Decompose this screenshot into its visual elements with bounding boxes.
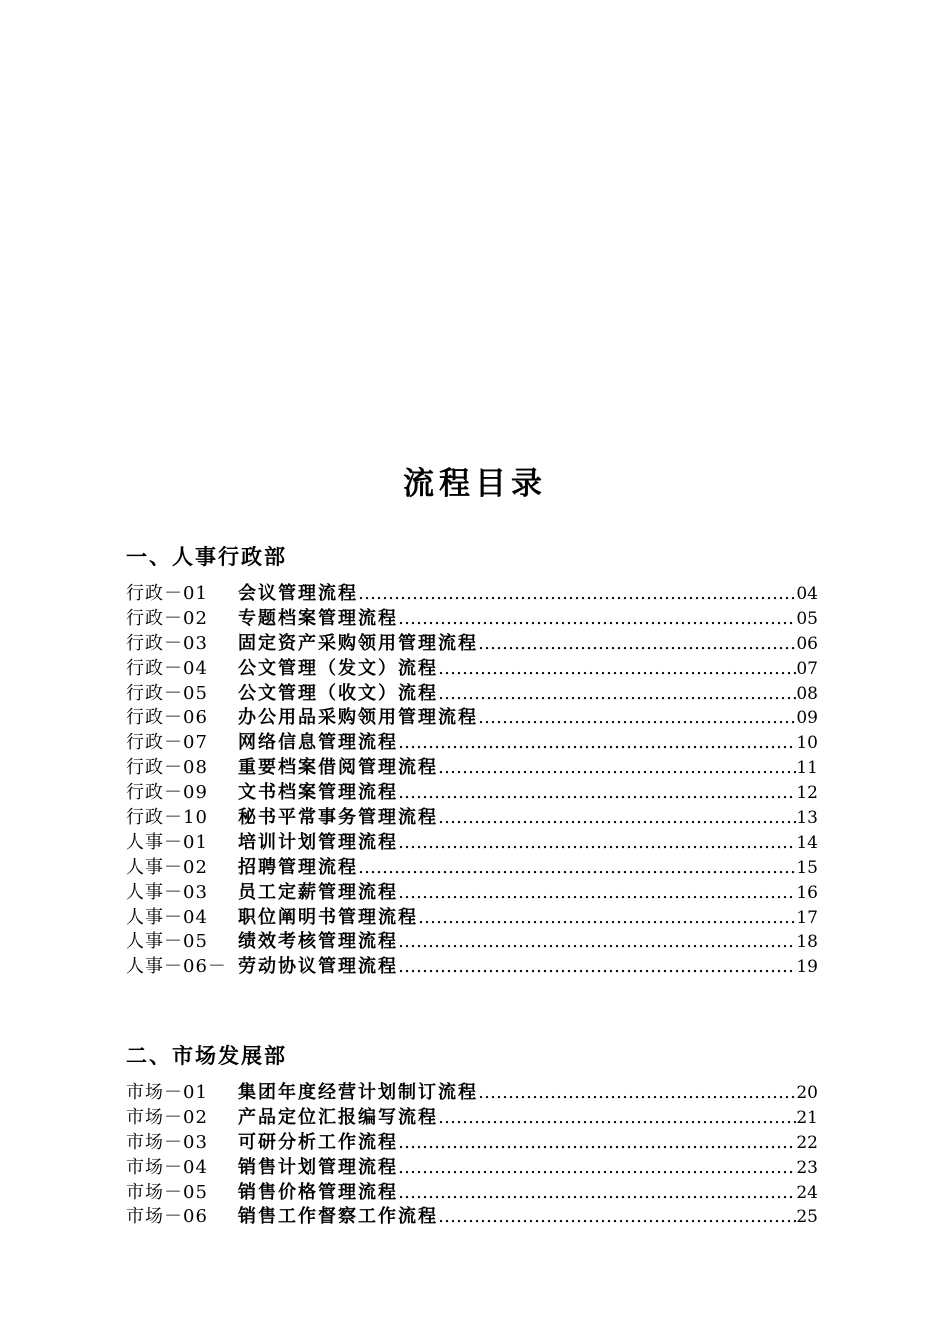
toc-page-number: 13: [796, 808, 818, 828]
toc-page-number: 17: [796, 907, 818, 928]
toc-code: 人事－01: [126, 831, 208, 853]
toc-title: 固定资产采购领用管理流程: [238, 632, 478, 654]
dot-leader: [398, 731, 796, 756]
toc-list: [126, 1081, 818, 1230]
dot-leader: [438, 806, 796, 831]
toc-entry[interactable]: [126, 856, 818, 881]
toc-entry[interactable]: [126, 781, 818, 806]
toc-page-number: 24: [796, 1182, 818, 1203]
toc-title: 可研分析工作流程: [238, 1131, 398, 1153]
toc-entry[interactable]: [126, 1205, 818, 1230]
toc-page-number: 15: [796, 857, 818, 878]
toc-entry[interactable]: [126, 1106, 818, 1131]
toc-entry[interactable]: [126, 1181, 818, 1206]
dot-leader: [358, 582, 796, 607]
page-title: 流程目录: [403, 466, 547, 502]
toc-entry[interactable]: [126, 881, 818, 906]
toc-title: 秘书平常事务管理流程: [238, 807, 438, 828]
toc-page-number: 22: [796, 1132, 818, 1153]
toc-code: 人事－03: [126, 881, 208, 903]
toc-entry[interactable]: [126, 657, 818, 682]
dot-leader: [398, 607, 796, 632]
toc-code: 行政－01: [126, 582, 208, 604]
toc-page-number: 25: [796, 1207, 818, 1228]
toc-entry[interactable]: [126, 632, 818, 657]
toc-page-number: 18: [796, 932, 818, 953]
toc-code: 人事－05: [126, 931, 208, 953]
toc-title: 文书档案管理流程: [238, 782, 398, 804]
toc-code: 行政－09: [126, 782, 208, 804]
dot-leader: [398, 1156, 796, 1181]
toc-code: 市场－03: [126, 1131, 208, 1153]
dot-leader: [398, 955, 796, 980]
toc-title: 招聘管理流程: [238, 856, 358, 878]
toc-entry[interactable]: [126, 706, 818, 731]
dot-leader: [438, 657, 796, 682]
toc-page-number: 09: [796, 708, 818, 729]
toc-code: 人事－02: [126, 856, 208, 878]
toc-title: 职位阐明书管理流程: [238, 906, 418, 928]
toc-entry[interactable]: [126, 607, 818, 632]
toc-title: 专题档案管理流程: [238, 607, 398, 629]
toc-page-number: 05: [796, 608, 818, 629]
toc-page-number: 23: [796, 1157, 818, 1178]
toc-title: 公文管理（收文）流程: [238, 682, 438, 704]
toc-title: 销售工作督察工作流程: [238, 1206, 438, 1228]
toc-title: 绩效考核管理流程: [238, 931, 398, 953]
dot-leader: [358, 856, 796, 881]
toc-page-number: 21: [796, 1107, 818, 1128]
toc-code: 行政－02: [126, 607, 208, 629]
toc-title: 劳动协议管理流程: [238, 956, 398, 978]
dot-leader: [398, 781, 796, 806]
dot-leader: [398, 1131, 796, 1156]
toc-entry[interactable]: [126, 1156, 818, 1181]
toc-code: 市场－05: [126, 1181, 208, 1203]
toc-list: [126, 582, 818, 980]
toc-title: 公文管理（发文）流程: [238, 657, 438, 679]
toc-code: 行政－07: [126, 732, 208, 754]
dot-leader: [438, 682, 796, 707]
toc-code: 行政－05: [126, 682, 208, 704]
toc-title: 办公用品采购领用管理流程: [238, 707, 478, 729]
toc-entry[interactable]: [126, 1081, 818, 1106]
toc-code: 行政－06: [126, 707, 208, 729]
dot-leader: [478, 632, 796, 657]
toc-title: 网络信息管理流程: [238, 732, 398, 754]
toc-title: 重要档案借阅管理流程: [238, 757, 438, 779]
section-heading: 二、市场发展部: [126, 1043, 287, 1068]
toc-code: 行政－04: [126, 657, 208, 679]
toc-entry[interactable]: [126, 682, 818, 707]
dot-leader: [438, 756, 796, 781]
toc-code: 行政－08: [126, 757, 208, 779]
toc-entry[interactable]: [126, 806, 818, 831]
toc-entry[interactable]: [126, 582, 818, 607]
toc-entry[interactable]: [126, 906, 818, 931]
toc-code: 市场－06: [126, 1206, 208, 1228]
toc-code: 市场－04: [126, 1156, 208, 1178]
toc-page-number: 06: [796, 633, 818, 654]
toc-title: 员工定薪管理流程: [238, 881, 398, 903]
toc-title: 会议管理流程: [238, 582, 358, 604]
toc-page-number: 12: [796, 783, 818, 804]
toc-page-number: 11: [796, 758, 818, 779]
toc-code: 行政－10: [126, 807, 208, 828]
dot-leader: [398, 881, 796, 906]
toc-page-number: 04: [796, 583, 818, 604]
toc-code: 行政－03: [126, 632, 208, 654]
toc-title: 培训计划管理流程: [238, 831, 398, 853]
toc-entry[interactable]: [126, 955, 818, 980]
toc-page-number: 08: [796, 683, 818, 704]
toc-page-number: 16: [796, 882, 818, 903]
toc-page-number: 19: [796, 957, 818, 978]
toc-page-number: 20: [796, 1082, 818, 1103]
toc-section-marketing: [126, 1041, 818, 1230]
dot-leader: [438, 1106, 796, 1131]
toc-entry[interactable]: [126, 930, 818, 955]
toc-code: 市场－02: [126, 1106, 208, 1128]
toc-page-number: 14: [796, 832, 818, 853]
toc-entry[interactable]: [126, 831, 818, 856]
toc-entry[interactable]: [126, 731, 818, 756]
toc-title: 集团年度经营计划制订流程: [238, 1081, 478, 1103]
toc-title: 销售价格管理流程: [238, 1181, 398, 1203]
dot-leader: [478, 706, 796, 731]
dot-leader: [398, 1181, 796, 1206]
section-heading: 一、人事行政部: [126, 544, 287, 569]
toc-page-number: 10: [796, 733, 818, 754]
toc-entry[interactable]: [126, 1131, 818, 1156]
dot-leader: [398, 930, 796, 955]
toc-title: 销售计划管理流程: [238, 1156, 398, 1178]
toc-code: 人事－06－: [126, 956, 227, 978]
dot-leader: [438, 1205, 796, 1230]
toc-section-hr-admin: [126, 542, 818, 980]
toc-code: 市场－01: [126, 1081, 208, 1103]
toc-entry[interactable]: [126, 756, 818, 781]
toc-page-number: 07: [796, 658, 818, 679]
dot-leader: [418, 906, 796, 931]
toc-title: 产品定位汇报编写流程: [238, 1106, 438, 1128]
toc-code: 人事－04: [126, 906, 208, 928]
dot-leader: [478, 1081, 796, 1106]
dot-leader: [398, 831, 796, 856]
